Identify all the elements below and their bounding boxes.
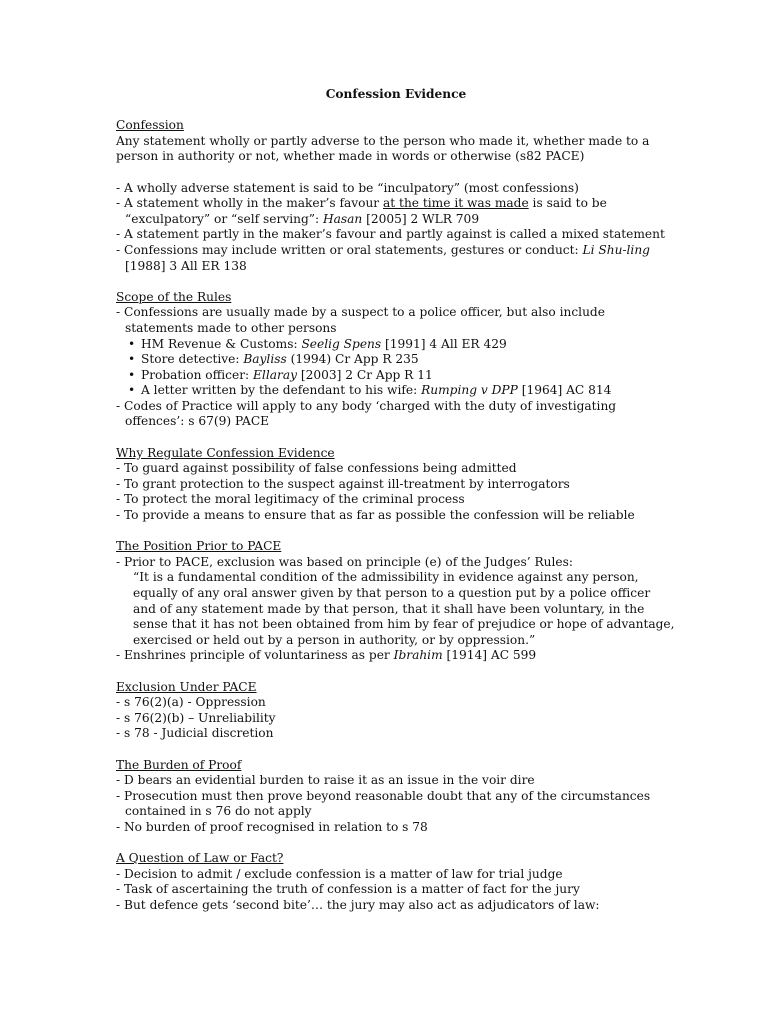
dash-item: - Confessions are usually made by a suspect to a police officer, but also include statements made to other persons (116, 305, 605, 335)
dash-item: - s 78 - Judicial discretion (116, 726, 274, 741)
document-title: Confession Evidence (325, 87, 467, 101)
section-heading: Scope of the Rules (116, 289, 232, 304)
dash-item: - To guard against possibility of false confessions being admitted (116, 461, 517, 476)
section-exclusion-under-pace (116, 680, 676, 742)
dash-item: - Codes of Practice will apply to any body ‘charged with the duty of investigating offences’: s 67(9) PACE (116, 398, 617, 429)
dash-item: - Enshrines principle of voluntariness as per Ibrahim [1914] AC 599 (116, 648, 537, 663)
dash-item: - To grant protection to the suspect against ill-treatment by interrogators (116, 476, 570, 491)
section-scope (116, 290, 676, 430)
section-heading: The Position Prior to PACE (116, 539, 282, 554)
dash-item: - To provide a means to ensure that as far as possible the confession will be reliable (116, 508, 635, 523)
dash-item: - Confessions may include written or oral statements, gestures or conduct: Li Shu-ling [1988] 3 All ER 138 (116, 242, 650, 273)
bullet-item: • HM Revenue & Customs: Seelig Spens [1991] 4 All ER 429 (116, 337, 676, 353)
dash-item: - But defence gets ‘second bite’… the jury may also act as adjudicators of law: (116, 897, 600, 912)
dash-item: - A statement partly in the maker’s favour and partly against is called a mixed statement (116, 227, 665, 242)
dash-item: - Decision to admit / exclude confession is a matter of law for trial judge (116, 866, 563, 881)
judges-rules-quote: “It is a fundamental condition of the admissibility in evidence against any person, equally of any oral answer given by that person to a question put by a police officer and of any statement made by that person, that it shall have been voluntary, in the sense that it has not been obtained from him by fear of prejudice or hope of advantage, exercised or held out by a person in authority, or by oppression.” (133, 570, 675, 647)
bullet-item: • Probation officer: Ellaray [2003] 2 Cr App R 11 (116, 368, 676, 384)
section-why-regulate (116, 446, 676, 524)
dash-item: - A wholly adverse statement is said to be “inculpatory” (most confessions) (116, 180, 579, 195)
dash-item: - To protect the moral legitimacy of the criminal process (116, 492, 465, 507)
definition-paragraph: Any statement wholly or partly adverse to the person who made it, whether made to a person in authority or not, whether made in words or otherwise (s82 PACE) (116, 133, 650, 164)
dash-item: - D bears an evidential burden to raise it as an issue in the voir dire (116, 773, 535, 788)
document-page (116, 87, 676, 929)
section-law-or-fact (116, 851, 676, 913)
dash-item: - Prior to PACE, exclusion was based on principle (e) of the Judges’ Rules: (116, 554, 573, 569)
dash-item: - s 76(2)(a) - Oppression (116, 695, 266, 710)
dash-item: - Prosecution must then prove beyond reasonable doubt that any of the circumstances contained in s 76 do not apply (116, 788, 651, 819)
dash-item: - s 76(2)(b) – Unreliability (116, 710, 276, 725)
section-heading: Why Regulate Confession Evidence (116, 445, 335, 460)
section-confession (116, 118, 676, 274)
bullet-item: • A letter written by the defendant to his wife: Rumping v DPP [1964] AC 814 (116, 383, 676, 399)
section-burden-of-proof (116, 758, 676, 836)
section-prior-to-pace (116, 539, 676, 664)
section-heading: Confession (116, 118, 184, 133)
section-heading: Exclusion Under PACE (116, 679, 257, 694)
dash-item: - Task of ascertaining the truth of confession is a matter of fact for the jury (116, 882, 580, 897)
dash-item: - No burden of proof recognised in relation to s 78 (116, 819, 428, 834)
section-heading: A Question of Law or Fact? (116, 851, 284, 866)
section-heading: The Burden of Proof (116, 757, 242, 772)
dash-item: - A statement wholly in the maker’s favour at the time it was made is said to be “exculpatory” or “self serving”: Hasan [2005] 2 WLR 709 (116, 196, 607, 226)
bullet-item: • Store detective: Bayliss (1994) Cr App R 235 (116, 352, 676, 368)
